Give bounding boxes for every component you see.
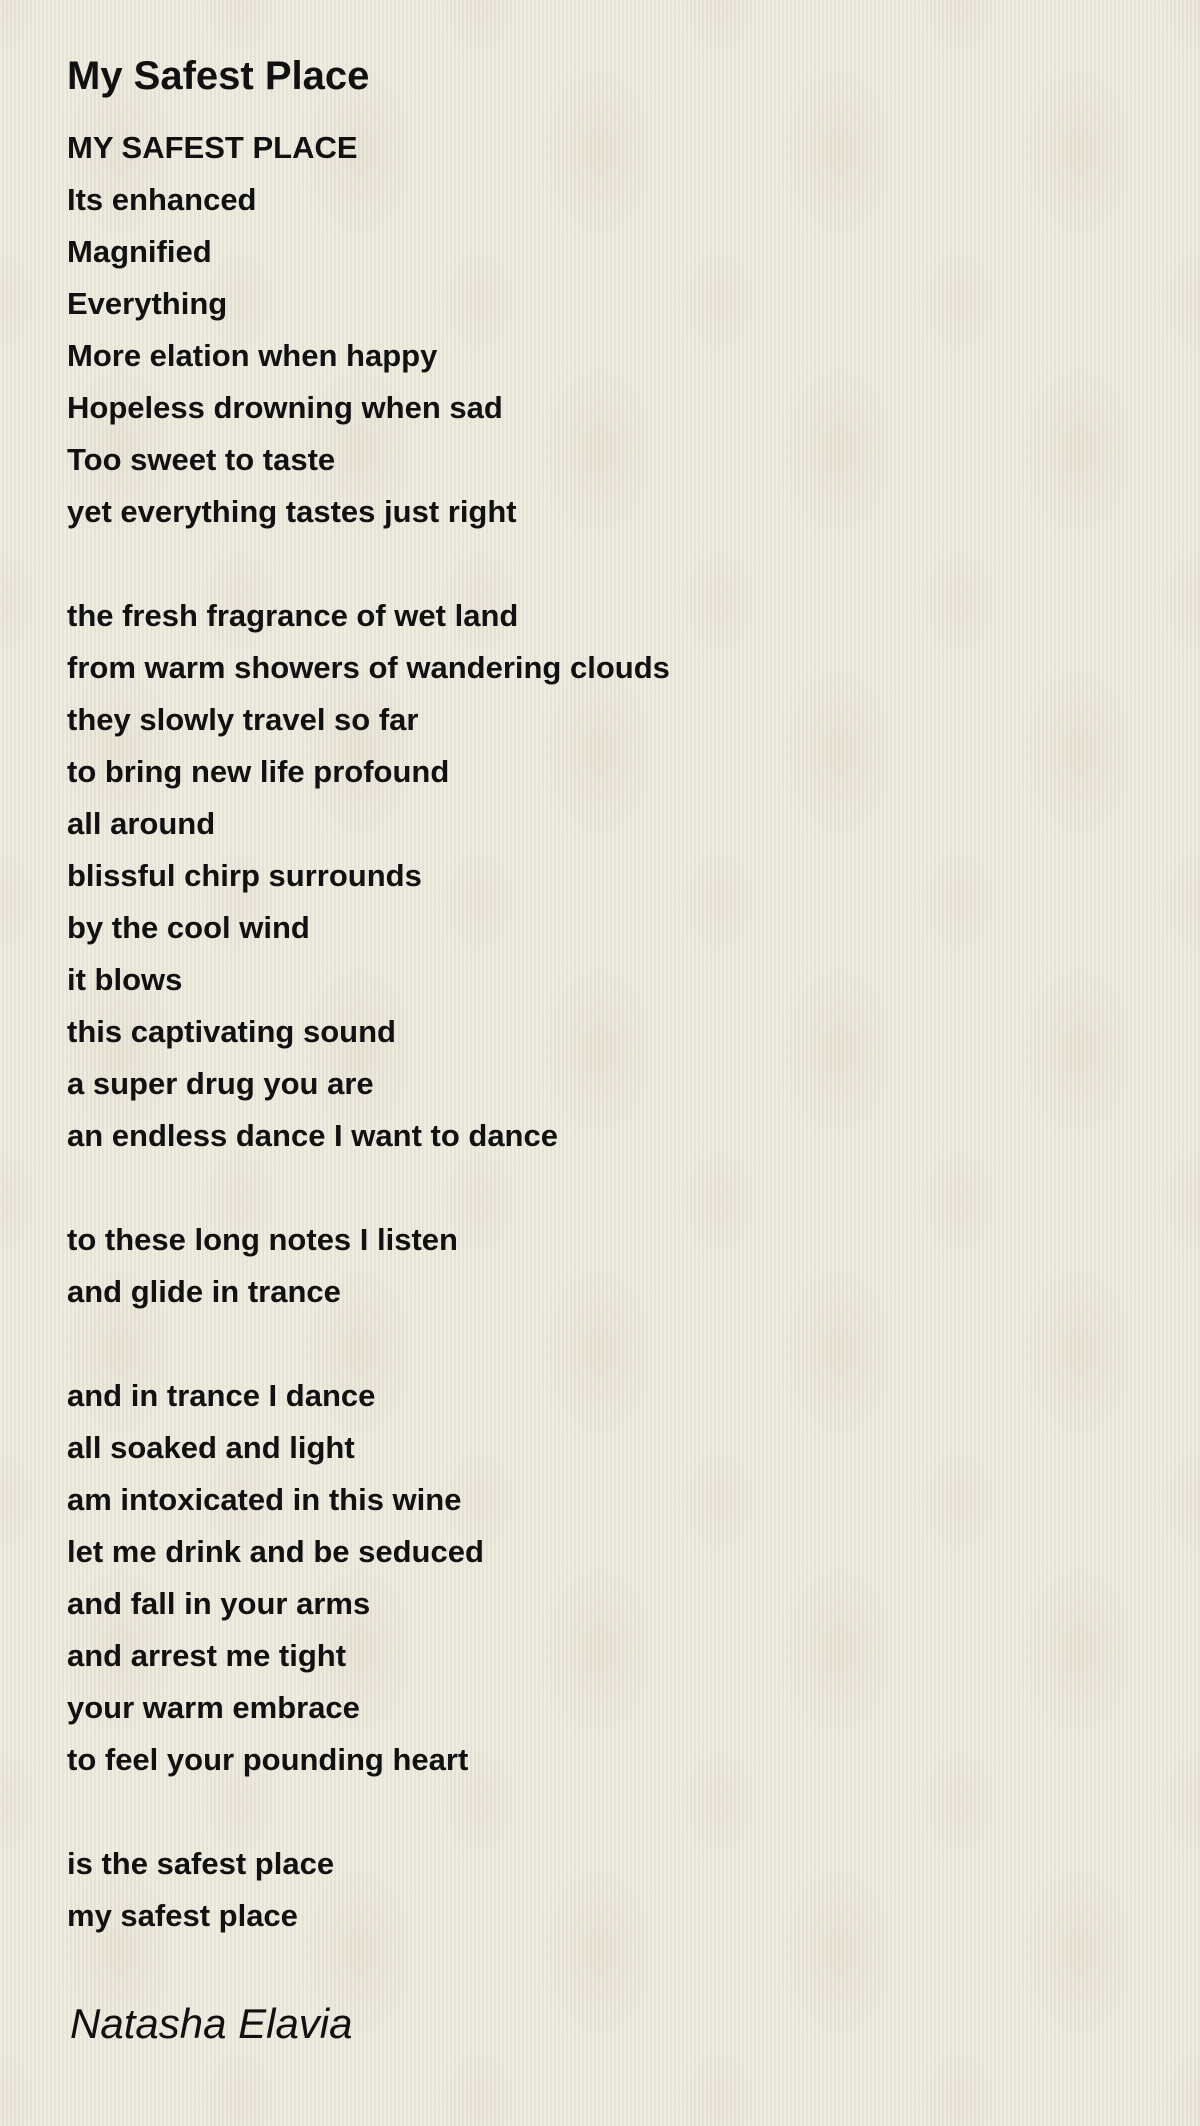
poem-line: an endless dance I want to dance <box>67 1118 558 1153</box>
poem-title: My Safest Place <box>67 54 370 98</box>
poem-line: and fall in your arms <box>67 1586 371 1621</box>
poem-stanza <box>67 1838 1147 1942</box>
poem-line: my safest place <box>67 1898 298 1933</box>
poem-line: and in trance I dance <box>67 1378 376 1413</box>
poem-line: by the cool wind <box>67 910 310 945</box>
poem-line: MY SAFEST PLACE <box>67 130 358 165</box>
poem-line: the fresh fragrance of wet land <box>67 598 519 633</box>
poem-line: from warm showers of wandering clouds <box>67 650 670 685</box>
poem-line: blissful chirp surrounds <box>67 858 422 893</box>
poem-line: Hopeless drowning when sad <box>67 390 503 425</box>
poem-line: Too sweet to taste <box>67 442 336 477</box>
author-name: Natasha Elavia <box>70 2000 353 2047</box>
poem-stanza <box>67 122 1147 538</box>
poem-line: it blows <box>67 962 183 997</box>
poem-line: a super drug you are <box>67 1066 374 1101</box>
poem-stanza <box>67 1370 1147 1786</box>
poem-line: Everything <box>67 286 228 321</box>
poem-line: and arrest me tight <box>67 1638 347 1673</box>
poem-line: Its enhanced <box>67 182 257 217</box>
poem-line: to these long notes I listen <box>67 1222 458 1257</box>
poem-line: yet everything tastes just right <box>67 494 517 529</box>
poem-line: your warm embrace <box>67 1690 360 1725</box>
poem-line: this captivating sound <box>67 1014 396 1049</box>
poem-line: is the safest place <box>67 1846 335 1881</box>
poem-page <box>67 50 1147 2050</box>
poem-line: Magnified <box>67 234 212 269</box>
poem-line: all around <box>67 806 216 841</box>
poem-line: let me drink and be seduced <box>67 1534 484 1569</box>
poem-line: all soaked and light <box>67 1430 355 1465</box>
poem-body <box>67 122 1147 1942</box>
poem-line: More elation when happy <box>67 338 438 373</box>
poem-line: am intoxicated in this wine <box>67 1482 462 1517</box>
poem-line: they slowly travel so far <box>67 702 419 737</box>
poem-line: to bring new life profound <box>67 754 450 789</box>
poem-stanza <box>67 590 1147 1162</box>
poem-stanza <box>67 1214 1147 1318</box>
poem-line: and glide in trance <box>67 1274 341 1309</box>
poem-line: to feel your pounding heart <box>67 1742 469 1777</box>
